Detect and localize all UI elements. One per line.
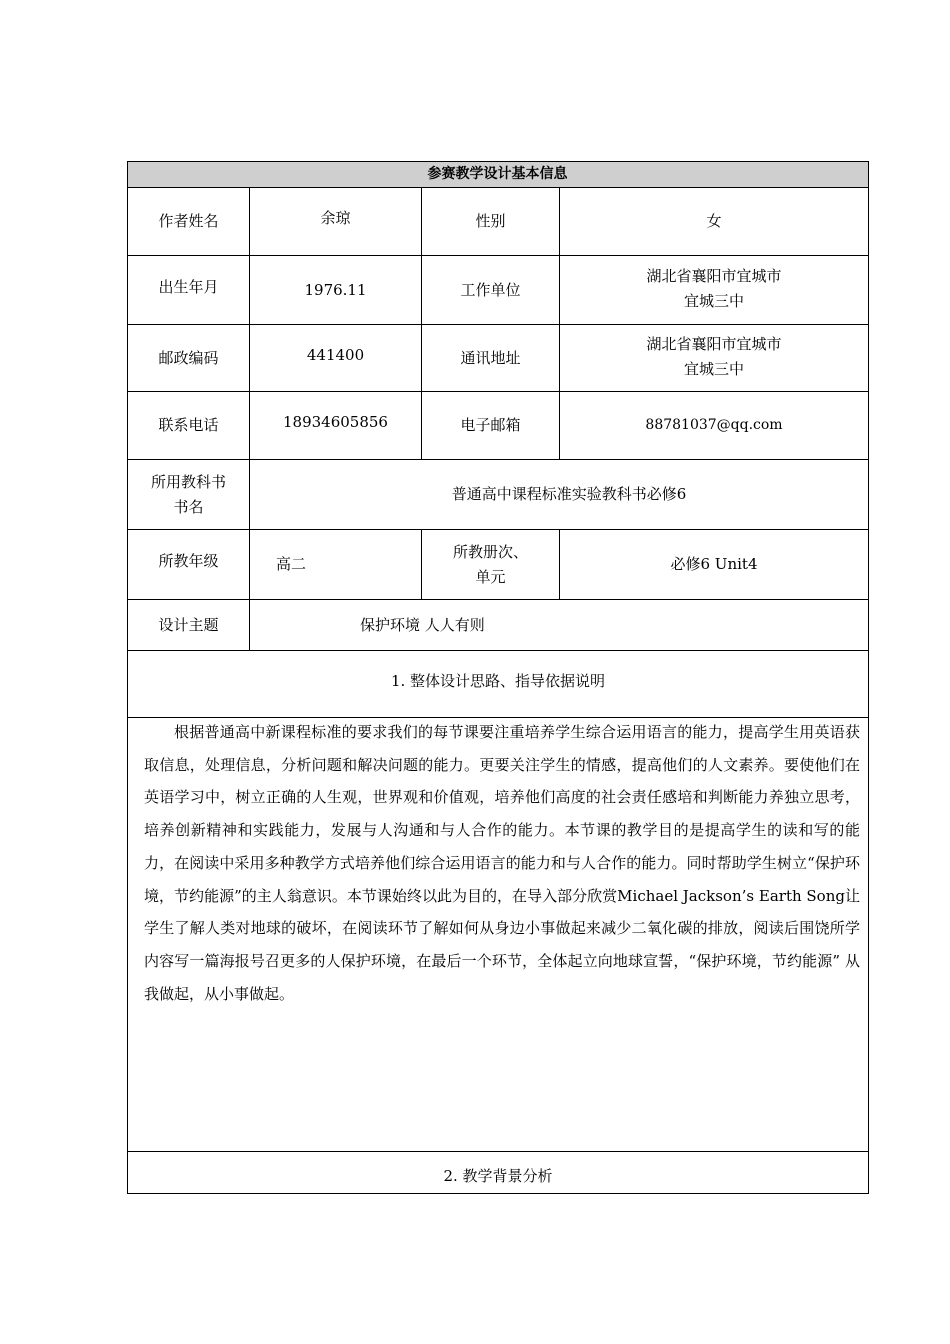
table-border-right (868, 161, 869, 1194)
phone-label: 联系电话 (158, 416, 219, 434)
birth-label: 出生年月 (158, 277, 219, 296)
author-value: 余琼 (320, 208, 351, 227)
grade-value: 高二 (276, 555, 307, 573)
email-label: 电子邮箱 (460, 416, 521, 434)
address-label: 通讯地址 (460, 348, 521, 367)
theme-value: 保护环境 人人有则 (360, 615, 485, 634)
grade-label: 所教年级 (158, 551, 219, 570)
author-label: 作者姓名 (158, 212, 219, 230)
phone-value: 18934605856 (283, 412, 388, 431)
section1-heading: 1. 整体设计思路、指导依据说明 (390, 671, 606, 690)
textbook-label (128, 460, 249, 529)
workplace-label: 工作单位 (460, 280, 521, 299)
workplace-value-line2: 宜城三中 (683, 292, 744, 310)
volume-unit-label-line1: 所教册次、 (452, 542, 528, 561)
section1-body: 根据普通高中新课程标准的要求我们的每节课要注重培养学生综合运用语言的能力，提高学生用英语获取信息，处理信息，分析问题和解决问题的能力。更要关注学生的情感，提高他们的人文素养。要使他们在英语学习中，树立正确的人生观，世界观和价值观，培养他们高度的社会责任感培和判断能力养独立思考，培养创新精神和实践能力，发展与人沟通和与人合作的能力。本节课的教学目的是提高学生的读和写的能力，在阅读中采用多种教学方式培养他们综合运用语言的能力和与人合作的能力。同时帮助学生树立“保护环境，节约能源”的主人翁意识。本节课始终以此为目的，在导入部分欣赏Michael Jackson’s Earth Song让学生了解人类对地球的破坏，在阅读环节了解如何从身边小事做起来减少二氧化碳的排放，阅读后围饶所学内容写一篇海报号召更多的人保护环境，在最后一个环节，全体起立向地球宣誓，“保护环境，节约能源” 从我做起，从小事做起。 (144, 723, 860, 1003)
theme-label: 设计主题 (158, 615, 219, 634)
gender-label: 性别 (475, 212, 506, 230)
workplace-value-line1: 湖北省襄阳市宜城市 (646, 267, 782, 285)
table-title: 参赛教学设计基本信息 (427, 166, 568, 182)
gender-value: 女 (706, 212, 722, 230)
workplace-value (560, 256, 868, 322)
postcode-value: 441400 (306, 345, 365, 364)
postcode-label: 邮政编码 (158, 348, 219, 367)
textbook-label-line2: 书名 (173, 497, 204, 516)
birth-value: 1976.11 (304, 280, 367, 299)
textbook-label-line1: 所用教科书 (150, 472, 226, 491)
textbook-value: 普通高中课程标准实验教科书必修6 (451, 485, 687, 503)
section2-heading: 2. 教学背景分析 (443, 1167, 553, 1185)
volume-unit-label-line2: 单元 (475, 567, 506, 586)
address-value-line2: 宜城三中 (683, 360, 744, 378)
volume-unit-value: 必修6 Unit4 (670, 555, 758, 573)
address-value-line1: 湖北省襄阳市宜城市 (646, 335, 782, 353)
volume-unit-label (422, 530, 559, 599)
address-value (560, 325, 868, 389)
row-divider (127, 1151, 869, 1152)
table-border-bottom (127, 1193, 869, 1194)
email-value: 88781037@qq.com (645, 417, 783, 433)
